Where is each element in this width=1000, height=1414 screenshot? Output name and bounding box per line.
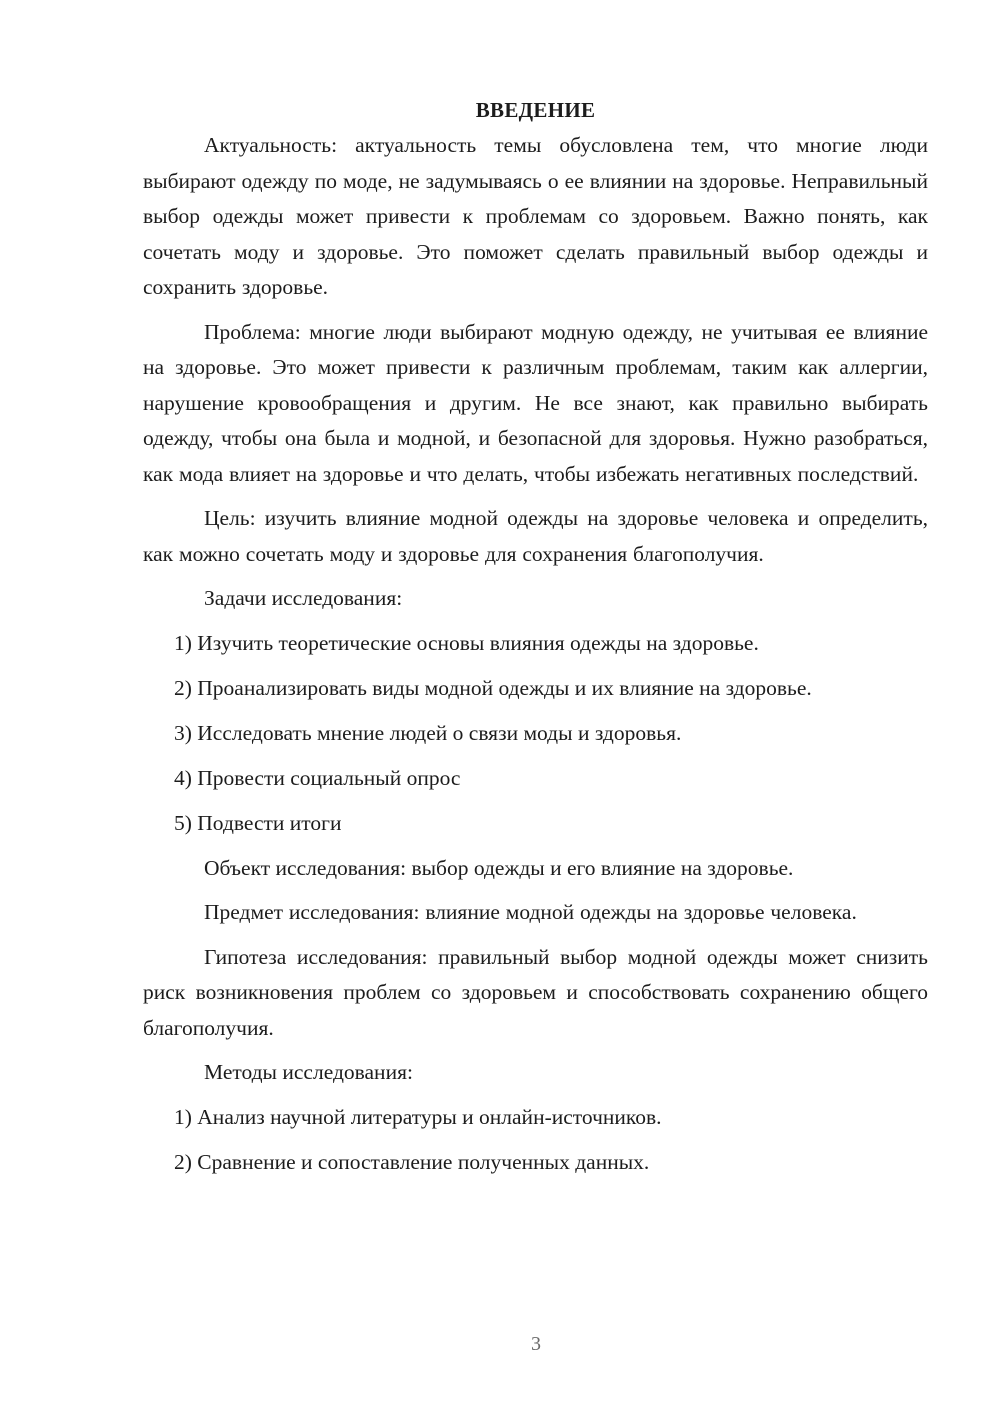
methods-heading: Методы исследования: (204, 1060, 413, 1084)
document-page (143, 92, 928, 1190)
relevance-paragraph: Актуальность: актуальность темы обусловлена тем, что многие люди выбирают одежду по моде, не задумываясь о ее влиянии на здоровье. Неправильный выбор одежды может привести к проблемам со здоровьем. Важно понять, как сочетать моду и здоровье. Это поможет сделать правильный выбор одежды и сохранить здоровье. (143, 133, 928, 299)
methods-list (143, 1100, 928, 1181)
list-item: 1) Анализ научной литературы и онлайн-источников. (174, 1104, 662, 1129)
object-paragraph: Объект исследования: выбор одежды и его влияние на здоровье. (204, 855, 794, 880)
tasks-list (143, 626, 928, 842)
page-number: 3 (531, 1333, 541, 1355)
list-item: 3) Исследовать мнение людей о связи моды и здоровья. (174, 720, 682, 745)
list-item: 4) Провести социальный опрос (174, 765, 461, 790)
list-item: 2) Проанализировать виды модной одежды и их влияние на здоровье. (174, 675, 812, 700)
list-item: 5) Подвести итоги (174, 810, 342, 835)
problem-paragraph: Проблема: многие люди выбирают модную одежду, не учитывая ее влияние на здоровье. Это может привести к различным проблемам, таким как аллергии, нарушение кровообращения и другим. Не все знают, как правильно выбирать одежду, чтобы она была и модной, и безопасной для здоровья. Нужно разобраться, как мода влияет на здоровье и что делать, чтобы избежать негативных последствий. (143, 319, 928, 486)
hypothesis-paragraph: Гипотеза исследования: правильный выбор модной одежды может снизить риск возникновения проблем со здоровьем и способствовать сохранению общего благополучия. (143, 944, 928, 1040)
page-title: ВВЕДЕНИЕ (475, 98, 596, 122)
tasks-heading: Задачи исследования: (204, 586, 403, 610)
list-item: 1) Изучить теоретические основы влияния одежды на здоровье. (174, 630, 759, 655)
subject-paragraph: Предмет исследования: влияние модной одежды на здоровье человека. (204, 900, 857, 924)
list-item: 2) Сравнение и сопоставление полученных данных. (174, 1149, 650, 1174)
goal-paragraph: Цель: изучить влияние модной одежды на здоровье человека и определить, как можно сочетать моду и здоровье для сохранения благополучия. (143, 506, 928, 566)
